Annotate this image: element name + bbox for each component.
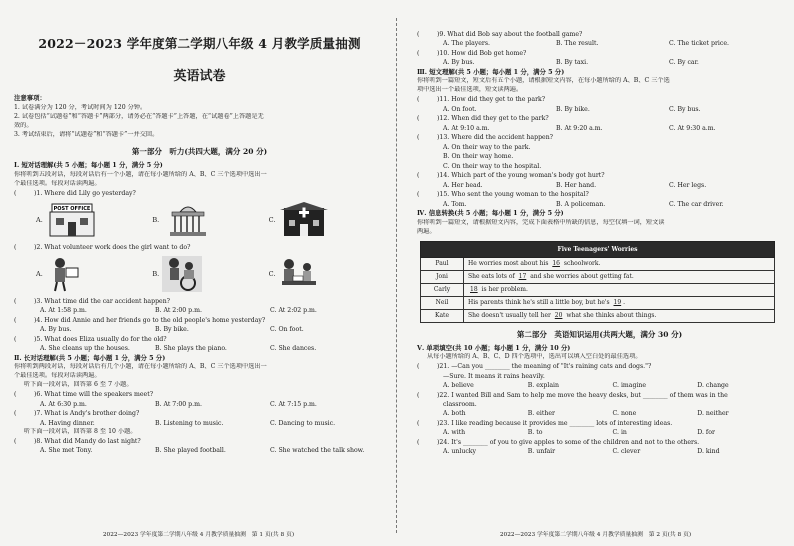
question-6: ( )6. What time will the speakers meet? <box>14 391 154 399</box>
option-b[interactable]: B. either <box>527 410 555 418</box>
option-c-volunteer[interactable]: C. <box>269 256 385 292</box>
wheelchair-helper-icon <box>162 256 202 292</box>
section-4-intro: 两遍。 <box>417 227 436 235</box>
svg-text:POST OFFICE: POST OFFICE <box>53 206 91 213</box>
answer-blank[interactable]: 18 <box>470 286 478 294</box>
option-c[interactable]: C. clever <box>612 447 641 455</box>
option-a[interactable]: A. By bus. <box>443 59 475 67</box>
table-row: Neil His parents think he's still a little boy, but he's 19 . <box>421 296 775 309</box>
question-21-reply: —Sure. It means it rains heavily. <box>443 372 545 380</box>
question-24: ( )24. It's ________ of you to give apples to some of the children and not to the others. <box>417 438 700 446</box>
section-2-intro: 你将听到两段对话，每段对话后有几个小题，请在每小题所给的 A、B、C 三个选项中选出一 <box>14 363 267 371</box>
option-a[interactable]: A. with <box>443 429 466 437</box>
option-b[interactable]: B. At 7:00 p.m. <box>155 400 202 408</box>
question-23: ( )23. I like reading because it provides me ________ lots of interesting ideas. <box>417 419 673 427</box>
option-b-volunteer[interactable]: B. <box>152 256 268 292</box>
question-10: ( )10. How did Bob get home? <box>417 49 527 57</box>
option-c[interactable]: C. none <box>612 410 637 418</box>
table-row: Joni She eats lots of 17 and she worries about getting fat. <box>421 270 775 283</box>
question-14: ( )14. Which part of the young woman's body got hurt? <box>417 172 605 180</box>
question-15-options <box>417 200 782 210</box>
option-c[interactable]: C. At 2:02 p.m. <box>270 307 317 315</box>
question-11: ( )11. How did they get to the park? <box>417 96 546 104</box>
post-office-icon <box>46 202 98 238</box>
option-c[interactable]: C. On foot. <box>270 326 304 334</box>
question-7: ( )7. What is Andy's brother doing? <box>14 410 140 418</box>
note-line: 3. 考试结束后，请将“试题卷”和“答题卡”一并交回。 <box>14 130 159 138</box>
question-4-options <box>14 325 385 335</box>
option-a[interactable]: A. At 1:58 p.m. <box>40 307 87 315</box>
question-5-options <box>14 344 385 354</box>
part-2-heading: 第二部分 英语知识运用(共两大题，满分 30 分) <box>516 329 683 339</box>
section-5-intro: 从每小题所给的 A、B、C、D 四个选项中，选出可以填入空白处的最佳选项。 <box>427 353 642 361</box>
question-1: ( )1. Where did Lily go yesterday? <box>14 189 136 197</box>
option-c-hospital[interactable]: C. <box>269 202 385 238</box>
question-10-options <box>417 58 782 68</box>
worries-table <box>420 241 775 323</box>
question-14-options <box>417 181 782 191</box>
option-b[interactable]: B. By bike. <box>155 326 189 334</box>
question-22-continued: classroom. <box>443 400 477 408</box>
note-line: 效的。 <box>14 121 33 129</box>
section-3-intro: 项中选出一个最佳选项，短文读两遍。 <box>417 86 523 94</box>
option-c[interactable]: C. At 7:15 p.m. <box>270 400 317 408</box>
question-1-pictures <box>14 200 385 240</box>
option-c[interactable]: C. The ticket price. <box>669 40 729 48</box>
option-c[interactable]: C. She watched the talk show. <box>270 447 365 455</box>
option-b[interactable]: B. At 9:20 a.m. <box>556 124 603 132</box>
option-b[interactable]: B. The result. <box>556 40 599 48</box>
question-4: ( )4. How did Annie and her friends go to the old people's home yesterday? <box>14 317 266 325</box>
option-a-volunteer[interactable]: A. <box>36 256 152 292</box>
option-b[interactable]: B. By bike. <box>556 105 590 113</box>
option-a[interactable]: A. both <box>443 410 466 418</box>
question-3: ( )3. What time did the car accident happen? <box>14 298 170 306</box>
question-15: ( )15. Who sent the young woman to the hospital? <box>417 191 589 199</box>
answer-blank[interactable]: 20 <box>554 312 563 320</box>
dialog-2-note: 听下面一段对话，回答第 8 至 10 小题。 <box>24 428 137 436</box>
table-row: Carly 18 is her problem. <box>421 283 775 296</box>
question-21: ( )21. —Can you ________ the meaning of "It's raining cats and dogs."? <box>417 363 652 371</box>
option-b[interactable]: B. Her hand. <box>556 181 597 189</box>
question-23-options <box>417 428 782 438</box>
section-3-intro: 你将听到一篇短文，短文后有五个小题，请根据短文内容，在每小题所给的 A、B、C 三个选 <box>417 77 670 85</box>
table-row: Kate She doesn't usually tell her 20 what she thinks about things. <box>421 309 775 322</box>
person-reading-icon <box>46 256 86 292</box>
museum-icon <box>162 202 214 238</box>
part-1-heading: 第一部分 听力(共四大题，满分 20 分) <box>131 146 268 156</box>
option-b[interactable]: B. unfair <box>527 447 556 455</box>
question-12-options <box>417 124 782 134</box>
option-d[interactable]: D. change <box>697 381 729 389</box>
answer-blank[interactable]: 16 <box>552 260 560 268</box>
section-1-heading: Ⅰ. 短对话理解(共 5 小题；每小题 1 分，满分 5 分) <box>14 160 163 169</box>
question-11-options <box>417 105 782 115</box>
option-c[interactable]: C. imagine <box>612 381 647 389</box>
option-c[interactable]: C. Dancing to music. <box>270 419 336 427</box>
option-a[interactable]: A. She cleans up the houses. <box>40 345 130 353</box>
option-a-post-office[interactable]: A. POST OFFICE <box>36 202 152 238</box>
question-12: ( )12. When did they get to the park? <box>417 115 549 123</box>
question-22-options <box>417 409 782 419</box>
question-13-option-c[interactable]: C. On their way to the hospital. <box>443 162 542 170</box>
section-4-intro: 你将听到一篇短文，请根据短文内容，完成下面表格中所缺的信息，每空仅填一词，短文读 <box>417 218 665 226</box>
option-a[interactable]: A. At 6:30 p.m. <box>40 400 87 408</box>
section-5-heading: Ⅴ. 单项填空(共 10 小题；每小题 1 分，满分 10 分) <box>417 343 571 352</box>
option-b[interactable]: B. By taxi. <box>556 59 589 67</box>
option-b[interactable]: B. Listening to music. <box>155 419 224 427</box>
option-a[interactable]: A. unlucky <box>443 447 477 455</box>
question-9: ( )9. What did Bob say about the football game? <box>417 31 583 38</box>
option-a[interactable]: A. Tom. <box>443 200 467 208</box>
notes-heading: 注意事项： <box>14 94 46 102</box>
question-8-options <box>14 446 385 456</box>
option-c[interactable]: C. She dances. <box>270 345 317 353</box>
teaching-child-icon <box>278 256 318 292</box>
section-2-heading: Ⅱ. 长对话理解(共 5 小题；每小题 1 分，满分 5 分) <box>14 353 166 362</box>
note-line: 2. 试卷包括“试题卷”和“答题卡”两部分，请务必在“答题卡”上答题，在“试题卷”上答题是无 <box>14 112 264 120</box>
option-b[interactable]: B. She plays the piano. <box>155 345 227 353</box>
answer-blank[interactable]: 17 <box>518 273 527 281</box>
option-a[interactable]: A. She met Tony. <box>40 447 93 455</box>
option-c[interactable]: C. By bus. <box>669 105 701 113</box>
option-b[interactable]: B. She played football. <box>155 447 226 455</box>
option-a[interactable]: A. At 9:10 a.m. <box>443 124 490 132</box>
exam-subtitle: 英语试卷 <box>173 69 226 84</box>
option-c[interactable]: C. Her legs. <box>669 181 707 189</box>
option-d[interactable]: D. kind <box>697 447 720 455</box>
question-9-options <box>417 39 782 49</box>
question-13-option-b[interactable]: B. On their way home. <box>443 153 514 161</box>
section-2-intro: 个最佳选项。每段对话读两遍。 <box>14 372 101 380</box>
option-a[interactable]: A. Having dinner. <box>40 419 95 427</box>
option-a[interactable]: A. On foot. <box>443 105 477 113</box>
option-d[interactable]: D. neither <box>697 410 729 418</box>
question-24-options <box>417 447 782 457</box>
question-2-pictures <box>14 254 385 294</box>
question-13: ( )13. Where did the accident happen? <box>417 134 554 142</box>
page-2-footer: 2022—2023 学年度第二学期八年级 4 月教学质量抽测 第 2 页(共 8 页) <box>499 532 692 538</box>
note-line: 1. 试卷满分为 120 分，考试时间为 120 分钟。 <box>14 104 147 111</box>
section-1-intro: 你将听到五段对话，每段对话后有一个小题，请在每小题所给的 A、B、C 三个选项中选出一 <box>14 170 267 178</box>
question-3-options <box>14 306 385 316</box>
hospital-icon <box>278 202 330 238</box>
option-a[interactable]: A. Her head. <box>443 181 483 189</box>
answer-blank[interactable]: 19 <box>613 299 622 307</box>
option-a[interactable]: A. believe <box>443 381 474 389</box>
option-a[interactable]: A. The players. <box>443 40 491 48</box>
option-c[interactable]: C. By car. <box>669 59 699 67</box>
question-8: ( )8. What did Mandy do last night? <box>14 438 141 446</box>
exam-title: 2022－2023 学年度第二学期八年级 4 月教学质量抽测 <box>38 36 361 51</box>
option-c[interactable]: C. At 9:30 a.m. <box>669 124 716 132</box>
option-d[interactable]: D. for <box>697 429 715 437</box>
question-5: ( )5. What does Eliza usually do for the old? <box>14 335 167 343</box>
table-title: Five Teenagers' Worries <box>421 241 775 257</box>
section-3-heading: Ⅲ. 短文理解(共 5 小题；每小题 1 分，满分 5 分) <box>417 67 565 76</box>
question-13-option-a[interactable]: A. On their way to the park. <box>443 143 531 151</box>
option-c[interactable]: C. in <box>612 429 627 437</box>
option-b[interactable]: B. explain <box>527 381 559 389</box>
section-1-intro: 个最佳选项。每段对话读两遍。 <box>14 179 101 187</box>
question-2: ( )2. What volunteer work does the girl want to do? <box>14 243 191 251</box>
option-c[interactable]: C. The car driver. <box>669 200 724 208</box>
dialog-1-note: 听下面一段对话，回答第 6 至 7 小题。 <box>24 381 133 389</box>
option-a[interactable]: A. By bus. <box>40 326 72 334</box>
option-b[interactable]: B. A policeman. <box>556 200 606 208</box>
question-22: ( )22. I wanted Bill and Sam to help me move the heavy desks, but ________ of them was in the <box>417 391 728 399</box>
section-4-heading: Ⅳ. 信息转换(共 5 小题；每小题 1 分，满分 5 分) <box>417 209 564 218</box>
exam-page-2 <box>397 0 794 546</box>
option-b[interactable]: B. to <box>527 429 543 437</box>
table-row: Paul He worries most about his 16 schoolwork. <box>421 257 775 270</box>
question-7-options <box>14 419 385 429</box>
page-1-footer: 2022—2023 学年度第二学期八年级 4 月教学质量抽测 第 1 页(共 8 页) <box>102 532 295 538</box>
question-6-options <box>14 400 385 410</box>
question-21-options <box>417 381 782 391</box>
option-b[interactable]: B. At 2:00 p.m. <box>155 307 202 315</box>
option-b-museum[interactable]: B. <box>152 202 268 238</box>
